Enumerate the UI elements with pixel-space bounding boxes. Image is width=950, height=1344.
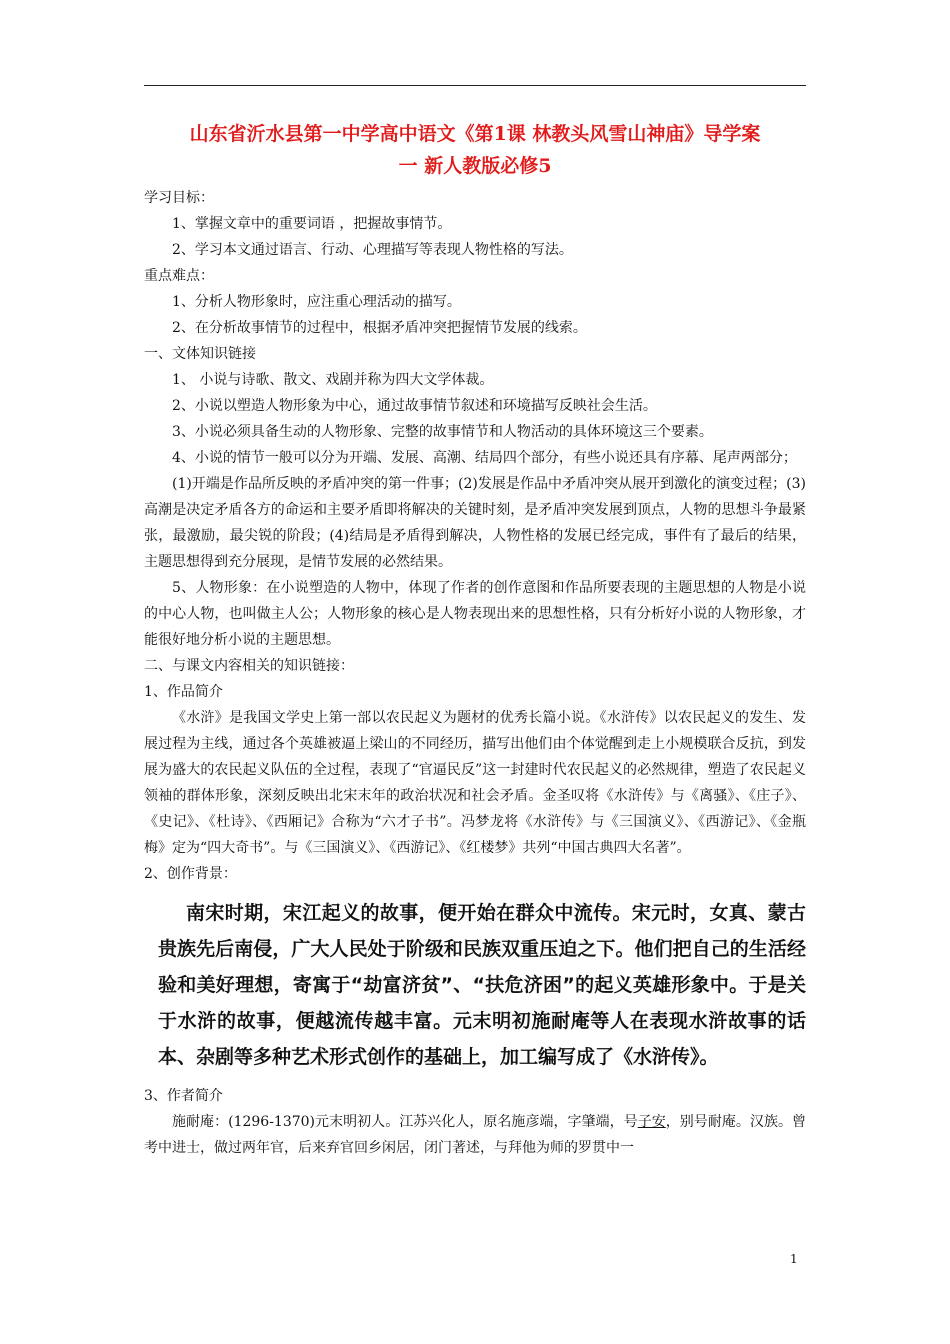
author-text (144, 1109, 806, 1161)
section2-heading: 二、与课文内容相关的知识链接： (144, 658, 354, 674)
author-text-after: ，别号耐庵。汉族。曾考中进士，做过两年官，后来弃官回乡闲居，闭门著述，与拜他为师的罗贯中一 (144, 1114, 806, 1156)
works-text: 《水浒》是我国文学史上第一部以农民起义为题材的优秀长篇小说。《水浒传》以农民起义的发生、发展过程为主线，通过各个英雄被逼上梁山的不同经历，描写出他们由个体觉醒到走上小规模联合反抗，到发展为盛大的农民起义队伍的全过程，表现了“官逼民反”这一封建时代农民起义的必然规律，塑造了农民起义领袖的群体形象，深刻反映出北宋末年的政治状况和社会矛盾。金圣叹将《水浒传》与《离骚》、《庄子》、《史记》、《杜诗》、《西厢记》合称为“六才子书”。冯梦龙将《水浒传》与《三国演义》、《西游记》、《金瓶梅》定为“四大奇书”。与《三国演义》、《西游记》、《红楼梦》共列“中国古典四大名著”。 (144, 710, 806, 856)
section1-heading: 一、文体知识链接 (144, 346, 256, 362)
section1-point-4: 4、小说的情节一般可以分为开端、发展、高潮、结局四个部分，有些小说还具有序幕、尾声两部分； (172, 450, 797, 466)
difficulty-item-2: 2、在分析故事情节的过程中，根据矛盾冲突把握情节发展的线索。 (172, 320, 587, 336)
section1-point-5: 5、人物形象：在小说塑造的人物中，体现了作者的创作意图和作品所要表现的主题思想的人物是小说的中心人物，也叫做主人公；人物形象的核心是人物表现出来的思想性格，只有分析好小说的人物形象，才能很好地分析小说的主题思想。 (144, 580, 806, 648)
works-heading: 1、作品简介 (144, 684, 223, 700)
author-alias-underlined: 子安 (637, 1114, 666, 1130)
section1-point-2: 2、小说以塑造人物形象为中心，通过故事情节叙述和环境描写反映社会生活。 (172, 398, 657, 414)
page-number: 1 (790, 1252, 798, 1266)
background-text: 南宋时期，宋江起义的故事，便开始在群众中流传。宋元时，女真、蒙古贵族先后南侵，广大人民处于阶级和民族双重压迫之下。他们把自己的生活经验和美好理想，寄寓于“劫富济贫”、“扶危济困”的起义英雄形象中。于是关于水浒的故事，便越流传越丰富。元末明初施耐庵等人在表现水浒故事的话本、杂剧等多种艺术形式创作的基础上，加工编写成了《水浒传》。 (158, 902, 806, 1068)
section1-point-1: 1、 小说与诗歌、散文、戏剧并称为四大文学体裁。 (172, 372, 494, 388)
section1-point-3: 3、小说必须具备生动的人物形象、完整的故事情节和人物活动的具体环境这三个要素。 (172, 424, 713, 440)
difficulty-item-1: 1、分析人物形象时，应注重心理活动的描写。 (172, 294, 461, 310)
author-heading: 3、作者简介 (144, 1088, 223, 1104)
goal-item-1: 1、掌握文章中的重要词语 ，把握故事情节。 (172, 216, 452, 232)
background-heading: 2、创作背景： (144, 866, 237, 882)
goal-item-2: 2、学习本文通过语言、行动、心理描写等表现人物性格的写法。 (172, 242, 573, 258)
document-title (144, 118, 806, 182)
author-text-before: 施耐庵：(1296-1370)元末明初人。江苏兴化人，原名施彦端，字肇端，号 (172, 1114, 638, 1130)
title-line-1: 山东省沂水县第一中学高中语文《第1课 林教头风雪山神庙》导学案 (189, 123, 761, 145)
difficulties-heading: 重点难点： (144, 268, 214, 284)
title-line-2: 一 新人教版必修5 (398, 155, 552, 177)
section1-plot-parts: (1)开端是作品所反映的矛盾冲突的第一件事；(2)发展是作品中矛盾冲突从展开到激化的演变过程；(3)高潮是决定矛盾各方的命运和主要矛盾即将解决的关键时刻，是矛盾冲突发展到顶点，人物的思想斗争最紧张，最激励，最尖锐的阶段；(4)结局是矛盾得到解决，人物性格的发展已经完成，事件有了最后的结果，主题思想得到充分展现，是情节发展的必然结果。 (144, 476, 806, 570)
document-body (144, 185, 806, 1161)
goals-heading: 学习目标： (144, 190, 214, 206)
header-rule (144, 85, 806, 86)
